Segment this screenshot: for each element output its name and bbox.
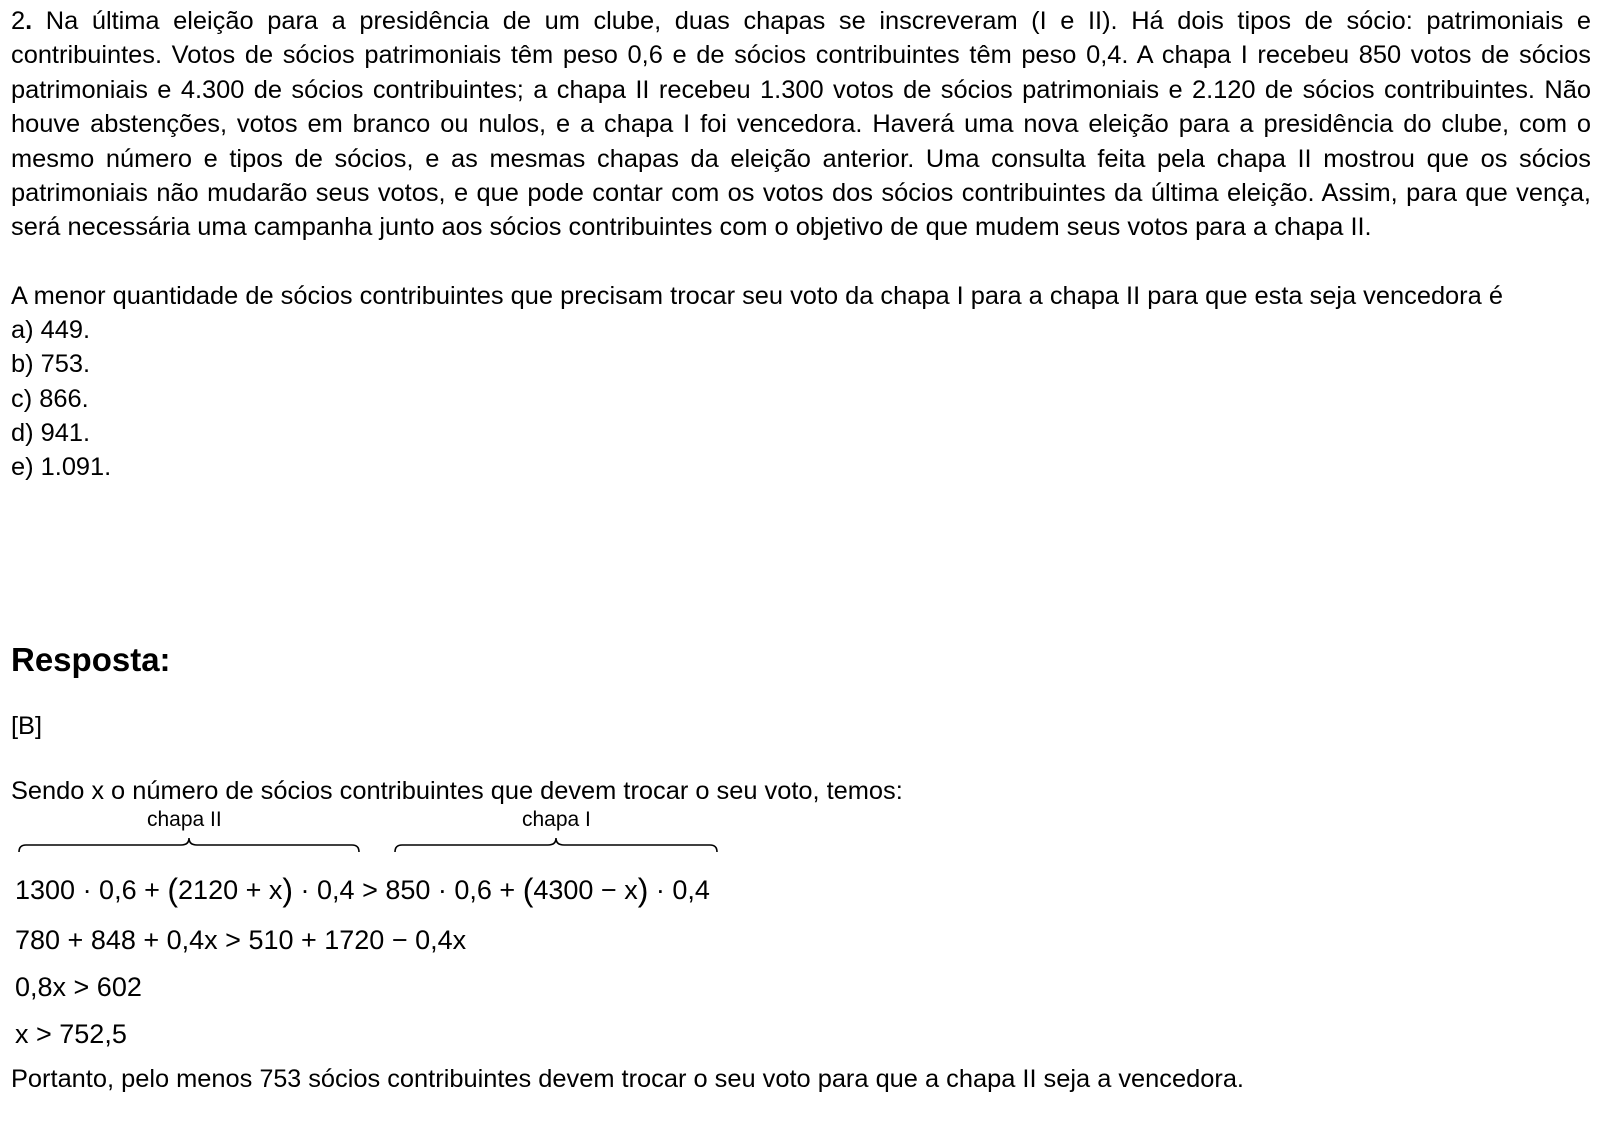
question-number: 2 [11, 7, 26, 35]
paren-open: ( [522, 872, 534, 908]
statement-line-6: mesmas chapas da eleição anterior. Uma consulta feita pela chapa II mostrou que os sócios patrimoniais não mudarão [11, 144, 1591, 208]
overbrace-left [18, 837, 360, 853]
option-a: a) 449. [11, 316, 91, 345]
question-prompt: A menor quantidade de sócios contribuintes que precisam trocar seu voto da chapa I para a chapa II para que esta seja vencedora é [11, 281, 1503, 310]
answer-value: 753 [259, 1065, 302, 1093]
solution-intro: Sendo x o número de sócios contribuintes que devem trocar o seu voto, temos: [11, 777, 903, 805]
answer-key: [B] [11, 712, 43, 740]
equation-3: 0,8x > 602 [15, 972, 142, 1002]
statement-line-4: patrimoniais e 2.120 de sócios contribuintes. Não houve abstenções, votos em branco ou nulos, e a chapa I foi [11, 75, 1591, 139]
option-c: c) 866. [11, 384, 89, 413]
equation-1: 1300 · 0,6 + (2120 + x) · 0,4 > 850 · 0,6 + (4300 − x) · 0,4 [15, 872, 710, 908]
paren-close: ) [637, 872, 649, 908]
question-statement: 2. Na última eleição para a presidência de um clube, duas chapas se inscreveram (I e II). Há dois tipos de sócio: patrimoniais e contribuintes. Votos de sócios patrimoniais têm peso 0,6 e de sócios contribuintes têm peso 0,4. A chapa I recebeu 850 votos de sócios patrimoniais e 4.300 de sócios contribuintes; a chapa II recebeu 1.300 votos de sócios patrimoniais e 2.120 de sócios contribuintes. Não houve abstenções, votos em branco ou nulos, e a chapa I foi vencedora. Haverá uma nova eleição para a presidência do clube, com o mesmo número e tipos de sócios, e as mesmas chapas da eleição anterior. Uma consulta feita pela chapa II mostrou que os sócios patrimoniais não mudarão seus votos, e que pode contar com os votos dos sócios contribuintes da última eleição. Assim, para que vença, será necessária uma campanha junto aos sócios contribuintes com o objetivo de que mudem seus votos para a chapa II. [11, 7, 1591, 242]
statement-line-2: patrimoniais e contribuintes. Votos de sócios patrimoniais têm peso 0,6 e de sócios contribuintes têm peso 0,4. A chapa [11, 7, 1591, 70]
solution-conclusion: Portanto, pelo menos 753 sócios contribuintes devem trocar o seu voto para que a chapa II seja a vencedora. [11, 1065, 1244, 1093]
overbrace-right [394, 837, 718, 853]
option-d: d) 941. [11, 418, 91, 447]
equation-2: 780 + 848 + 0,4x > 510 + 1720 − 0,4x [15, 925, 467, 955]
brace-label-chapa-ii: chapa II [147, 808, 222, 831]
brace-label-chapa-i: chapa I [522, 808, 591, 831]
options-list [11, 313, 1591, 484]
variable-x: x [91, 777, 104, 805]
statement-line-5: vencedora. Haverá uma nova eleição para a presidência do clube, com o mesmo número e tipos de sócios, e as [11, 110, 1591, 173]
statement-line-1: Na última eleição para a presidência de um clube, duas chapas se inscreveram (I e II). Há dois tipos de sócio: [45, 7, 1413, 35]
statement-line-3: I recebeu 850 votos de sócios patrimoniais e 4.300 de sócios contribuintes; a chapa II recebeu 1.300 votos de sócios [11, 41, 1591, 104]
statement-line-8: necessária uma campanha junto aos sócios contribuintes com o objetivo de que mudem seus votos para a chapa II. [67, 213, 1372, 242]
statement-line-7: seus votos, e que pode contar com os votos dos sócios contribuintes da última eleição. Assim, para que vença, será [11, 179, 1591, 242]
paren-close: ) [282, 872, 294, 908]
question-block [11, 4, 1591, 484]
equation-4: x > 752,5 [15, 1019, 127, 1049]
option-b: b) 753. [11, 350, 91, 379]
paren-open: ( [167, 872, 179, 908]
solution-heading: Resposta: [11, 641, 171, 678]
option-e: e) 1.091. [11, 453, 112, 482]
